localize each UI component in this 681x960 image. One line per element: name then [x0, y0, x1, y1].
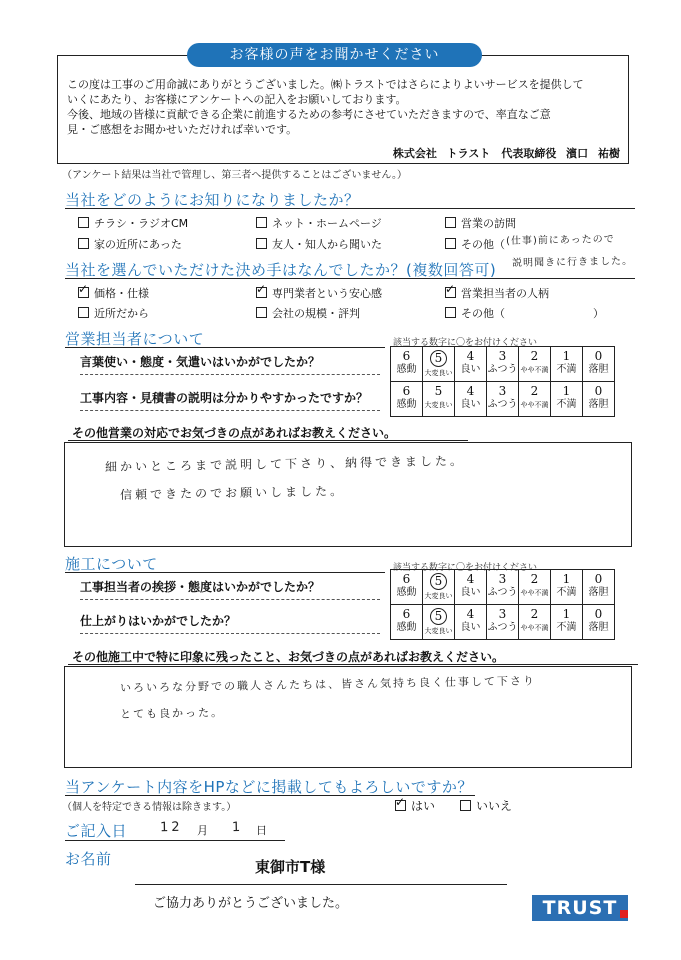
- rating-cell[interactable]: [391, 347, 423, 382]
- rating-cell[interactable]: [583, 570, 615, 605]
- sales-q1-text: 言葉使い・態度・気遣いはいかがでしたか？: [80, 355, 321, 369]
- rating-cell[interactable]: [519, 382, 551, 417]
- q1-option-visit[interactable]: 営業の訪問: [445, 215, 516, 231]
- sales-rating-table: [390, 346, 615, 417]
- prompt-rule: [68, 440, 468, 441]
- rating-cell[interactable]: [423, 570, 455, 605]
- rating-cell[interactable]: [551, 347, 583, 382]
- q2-option-price[interactable]: ✓価格・仕様: [78, 285, 149, 301]
- rating-number: 6: [402, 349, 411, 363]
- q2-option-other[interactable]: その他（ ）: [445, 305, 604, 321]
- q2-option-specialist[interactable]: ✓ 専門業者という安心感: [256, 285, 382, 301]
- rating-label: 感動: [396, 622, 417, 633]
- name-rule: [135, 884, 507, 885]
- q2-option-nearby[interactable]: 近所だから: [78, 305, 149, 321]
- rating-number: 0: [594, 349, 603, 363]
- date-day-value: 1: [231, 819, 244, 836]
- intro-line: この度は工事のご用命誠にありがとうございました。㈱トラストではさらによりよいサービスを提供して: [67, 78, 584, 91]
- rating-label: 大変良い: [424, 592, 453, 600]
- rating-cell[interactable]: [487, 605, 519, 640]
- rating-label: ふつう: [487, 364, 518, 375]
- sales-rating-hint: 該当する数字に〇をお付けください: [393, 338, 538, 348]
- checkbox[interactable]: [78, 307, 89, 318]
- rating-number: 2: [530, 384, 539, 398]
- rating-row: [391, 605, 615, 640]
- checkbox[interactable]: [445, 307, 456, 318]
- q1-rule: [65, 208, 635, 209]
- rating-label: やや不満: [520, 624, 549, 632]
- customer-name: 東御市T様: [255, 858, 326, 876]
- intro-text: [67, 77, 627, 137]
- checkbox[interactable]: [256, 238, 267, 249]
- rating-number: 3: [498, 572, 507, 586]
- rating-cell[interactable]: [455, 605, 487, 640]
- rating-label: 落胆: [588, 399, 609, 410]
- rating-number: 1: [562, 384, 571, 398]
- rating-label: 不満: [556, 622, 577, 633]
- rating-cell[interactable]: [391, 570, 423, 605]
- intro-line: 見・ご感想をお聞かせいただければ幸いです。: [67, 123, 298, 136]
- checkbox[interactable]: [78, 238, 89, 249]
- checkbox[interactable]: [78, 287, 89, 298]
- rating-row: [391, 570, 615, 605]
- rating-label: 落胆: [588, 364, 609, 375]
- publish-note: （個人を特定できる情報は除きます。）: [62, 802, 237, 813]
- rating-number: 6: [402, 607, 411, 621]
- rating-cell[interactable]: [519, 347, 551, 382]
- intro-line: いくにあたり、お客様にアンケートへの記入をお願いしております。: [67, 93, 407, 106]
- rating-label: 大変良い: [424, 401, 453, 409]
- rating-label: 良い: [460, 364, 481, 375]
- rating-number: 3: [498, 384, 507, 398]
- date-month-value: 12: [159, 819, 183, 836]
- rating-number: 3: [498, 349, 507, 363]
- rating-cell[interactable]: [423, 347, 455, 382]
- rating-label: 大変良い: [424, 369, 453, 377]
- checkbox[interactable]: [445, 217, 456, 228]
- rating-label: ふつう: [487, 587, 518, 598]
- rating-number: 6: [402, 572, 411, 586]
- privacy-note: （アンケート結果は当社で管理し、第三者へ提供することはございません。）: [62, 170, 407, 181]
- rating-label: 不満: [556, 399, 577, 410]
- date-day-unit: 日: [256, 824, 267, 837]
- checkbox[interactable]: [256, 287, 267, 298]
- rating-label: 感動: [396, 587, 417, 598]
- checkbox[interactable]: [256, 217, 267, 228]
- rating-label: 感動: [396, 364, 417, 375]
- q1-other-text: 説明聞きに行きました。: [511, 255, 634, 270]
- rating-cell[interactable]: [391, 382, 423, 417]
- dotted-rule: [80, 599, 380, 600]
- construction-comment-line: いろいろな分野での職人さんたちは、皆さん気持ち良く仕事して下さり: [119, 674, 537, 695]
- publish-rule: [65, 795, 475, 796]
- rating-number: 5: [430, 608, 447, 625]
- rating-number: 0: [594, 384, 603, 398]
- checkbox[interactable]: [445, 238, 456, 249]
- rating-cell[interactable]: [455, 382, 487, 417]
- rating-cell[interactable]: [487, 382, 519, 417]
- trust-logo: TRUST: [532, 895, 628, 921]
- construction-rule: [65, 572, 385, 573]
- rating-label: 落胆: [588, 587, 609, 598]
- rating-number: 3: [498, 607, 507, 621]
- q2-option-sales-person[interactable]: ✓ 営業担当者の人柄: [445, 285, 549, 301]
- prompt-rule: [68, 664, 638, 665]
- name-label: お名前: [65, 850, 112, 868]
- q1-option-flyer[interactable]: チラシ・ラジオCM: [78, 215, 188, 231]
- rating-label: 大変良い: [424, 627, 453, 635]
- q2-title: 当社を選んでいただけた決め手はなんでしたか？(複数回答可): [65, 261, 497, 279]
- checkbox[interactable]: [395, 800, 406, 811]
- rating-label: 良い: [460, 622, 481, 633]
- rating-number: 0: [594, 607, 603, 621]
- rating-label: やや不満: [520, 366, 549, 374]
- sales-comment-line: 信頼できたのでお願いしました。: [119, 484, 346, 502]
- checkbox[interactable]: [445, 287, 456, 298]
- rating-cell[interactable]: [583, 605, 615, 640]
- construction-rating-table: [390, 569, 615, 640]
- construction-comment-prompt: その他施工中で特に印象に残ったこと、お気づきの点があればお教えください。: [72, 650, 505, 664]
- rating-number: 4: [466, 572, 475, 586]
- rating-number: 2: [530, 572, 539, 586]
- date-rule: [65, 840, 285, 841]
- rating-cell[interactable]: [423, 605, 455, 640]
- publish-no-option[interactable]: いいえ: [460, 797, 512, 814]
- rating-label: やや不満: [520, 401, 549, 409]
- sales-comment-line: 細かいところまで説明して下さり、納得できました。: [104, 453, 466, 475]
- rating-cell[interactable]: [551, 382, 583, 417]
- rating-cell[interactable]: [455, 347, 487, 382]
- rating-number: 4: [466, 349, 475, 363]
- sales-title: 営業担当者について: [65, 330, 205, 348]
- checkbox[interactable]: [460, 800, 471, 811]
- rating-number: 1: [562, 607, 571, 621]
- rating-cell[interactable]: [423, 382, 455, 417]
- rating-cell[interactable]: [551, 570, 583, 605]
- rating-number: 5: [430, 350, 447, 367]
- q2-rule: [65, 278, 635, 279]
- rating-label: ふつう: [487, 399, 518, 410]
- rating-label: 感動: [396, 399, 417, 410]
- survey-banner: お客様の声をお聞かせください: [187, 43, 482, 67]
- publish-yes-option[interactable]: ✓ はい: [395, 797, 435, 814]
- construction-q1-text: 工事担当者の挨拶・態度はいかがでしたか？: [80, 580, 321, 594]
- thanks-message: ご協力ありがとうございました。: [153, 896, 349, 911]
- rating-number: 4: [466, 607, 475, 621]
- construction-comment-line: とても良かった。: [119, 706, 225, 721]
- checkbox[interactable]: [78, 217, 89, 228]
- rating-number: 0: [594, 572, 603, 586]
- rating-cell[interactable]: [583, 382, 615, 417]
- sales-q2-text: 工事内容・見積書の説明は分かりやすかったですか？: [80, 391, 369, 405]
- date-label: ご記入日: [65, 822, 128, 840]
- rating-number: 2: [530, 349, 539, 363]
- rating-cell[interactable]: [487, 347, 519, 382]
- rating-cell[interactable]: [583, 347, 615, 382]
- rating-label: 落胆: [588, 622, 609, 633]
- rating-cell[interactable]: [551, 605, 583, 640]
- sales-rule: [65, 347, 385, 348]
- rating-label: 良い: [460, 587, 481, 598]
- rating-label: 良い: [460, 399, 481, 410]
- dotted-rule: [80, 410, 380, 411]
- q1-title: 当社をどのようにお知りになりましたか？: [65, 191, 360, 209]
- q1-option-other[interactable]: その他（: [445, 236, 505, 252]
- rating-cell[interactable]: [519, 605, 551, 640]
- rating-number: 6: [402, 384, 411, 398]
- construction-rating-hint: 該当する数字に〇をお付けください: [393, 563, 538, 573]
- rating-label: 不満: [556, 587, 577, 598]
- logo-dot-icon: [620, 910, 628, 918]
- construction-title: 施工について: [65, 555, 158, 573]
- rating-row: [391, 382, 615, 417]
- q1-option-friend[interactable]: 友人・知人から聞いた: [256, 236, 382, 252]
- rating-cell[interactable]: [487, 570, 519, 605]
- q1-option-nearby[interactable]: 家の近所にあった: [78, 236, 182, 252]
- rating-number: 2: [530, 607, 539, 621]
- construction-q2-text: 仕上がりはいかがでしたか？: [80, 614, 237, 628]
- dotted-rule: [80, 374, 380, 375]
- rating-cell[interactable]: [519, 570, 551, 605]
- rating-number: 1: [562, 349, 571, 363]
- sales-comment-prompt: その他営業の対応でお気づきの点があればお教えください。: [72, 426, 397, 440]
- rating-label: ふつう: [487, 622, 518, 633]
- rating-cell[interactable]: [455, 570, 487, 605]
- publish-title: 当アンケート内容をHPなどに掲載してもよろしいですか？: [65, 778, 473, 796]
- rating-number: 1: [562, 572, 571, 586]
- rating-number: 4: [466, 384, 475, 398]
- q1-option-web[interactable]: ネット・ホームページ: [256, 215, 382, 231]
- company-signature: 株式会社 トラスト 代表取締役 濱口 祐樹: [392, 147, 620, 160]
- q2-option-reputation[interactable]: 会社の規模・評判: [256, 305, 360, 321]
- rating-row: [391, 347, 615, 382]
- checkbox[interactable]: [256, 307, 267, 318]
- rating-number: 5: [434, 384, 443, 398]
- rating-number: 5: [430, 573, 447, 590]
- rating-label: 不満: [556, 364, 577, 375]
- rating-label: やや不満: [520, 589, 549, 597]
- date-month-unit: 月: [197, 824, 208, 837]
- q1-other-text: (仕事)前にあったので: [505, 234, 615, 247]
- dotted-rule: [80, 633, 380, 634]
- rating-cell[interactable]: [391, 605, 423, 640]
- intro-line: 今後、地域の皆様に貢献できる企業に前進するための参考にさせていただきますので、率直なご意: [67, 108, 551, 121]
